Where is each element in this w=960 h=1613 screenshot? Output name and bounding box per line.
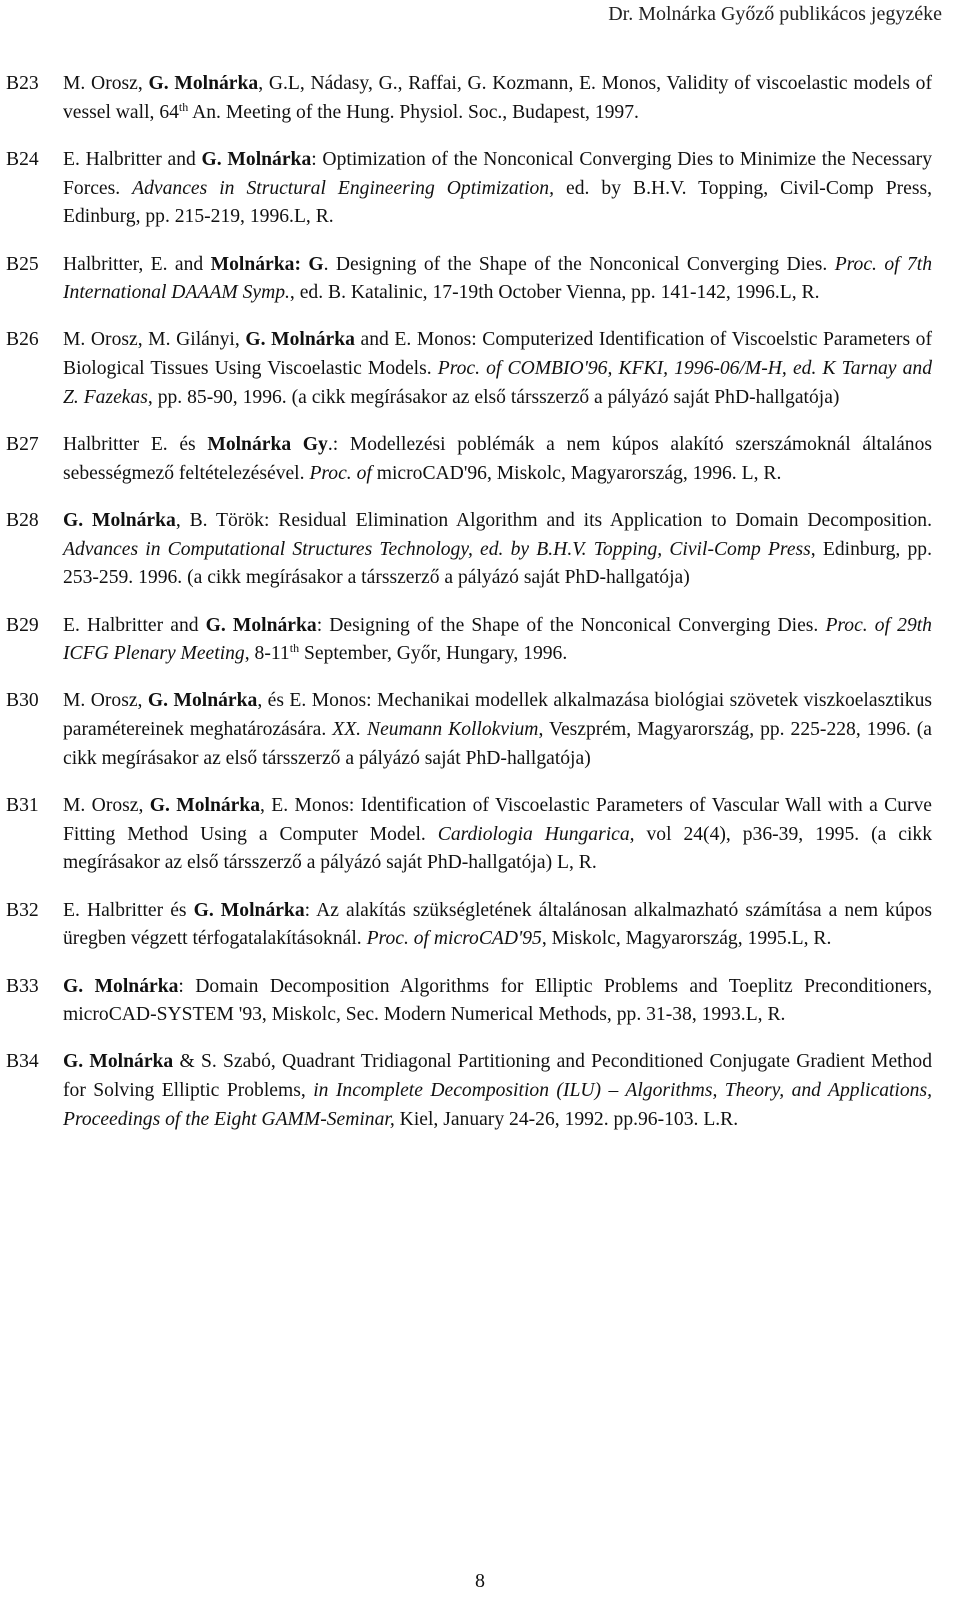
author-highlight: G. Molnárka: [193, 899, 305, 921]
citation-text: ed. by B.H.V. Topping, Civil-Comp Press, Edinburg, pp. 215-219, 1996.L, R.: [63, 177, 932, 228]
author-highlight: Molnárka Gy: [207, 434, 328, 456]
entry-citation: [63, 70, 932, 127]
author-highlight: G. Molnárka: [147, 690, 258, 712]
author-highlight: Molnárka: G: [210, 253, 324, 275]
venue-italic: XX. Neumann Kollokvium: [332, 719, 539, 741]
citation-text: E. Halbritter and: [63, 614, 206, 636]
entry-number: B34: [6, 1051, 39, 1073]
author-highlight: G. Molnárka: [201, 148, 312, 170]
venue-italic: Proc. of COMBIO'96, KFKI, 1996-06/M-H, ed. K Tarnay and Z. Fazekas: [63, 358, 933, 408]
page-number: 8: [475, 1570, 485, 1592]
page-header-title: Dr. Molnárka Győző publikácos jegyzéke: [608, 3, 942, 25]
citation-text: : Az alakítás szükségletének általánosan alkalmazható számítása a nem kúpos üregben végzett térfogatalakításoknál.: [63, 899, 932, 950]
citation-text: : Designing of the Shape of the Nonconical Converging Dies.: [316, 614, 826, 636]
citation-text: M. Orosz,: [63, 690, 148, 712]
publication-entry: [6, 326, 932, 412]
citation-text: : Optimization of the Nonconical Converging Dies to Minimize the Necessary Forces.: [63, 148, 932, 199]
entry-number: B29: [6, 614, 39, 636]
citation-text: , és E. Monos: Mechanikai modellek alkalmazása biológiai szövetek viszkoelasztikus paramétereinek meghatározására.: [63, 690, 933, 741]
citation-text: , Miskolc, Magyarország, 1995.L, R.: [541, 928, 832, 950]
citation-text: Kiel, January 24-26, 1992. pp.96-103. L.R.: [394, 1108, 739, 1130]
entry-citation: [63, 1048, 932, 1134]
citation-text: M. Orosz,: [63, 795, 150, 817]
entry-number: B32: [6, 899, 39, 921]
citation-text: Halbritter E. és: [63, 434, 208, 456]
publication-entry: [6, 146, 932, 232]
citation-text: vol 24(4), p36-39, 1995. (a cikk megírásakor az első társszerző a pályázó saját PhD-hallgatója) L, R.: [63, 823, 932, 874]
entry-citation: [63, 687, 932, 773]
publication-list: [6, 70, 932, 1153]
entry-citation: [63, 612, 932, 669]
venue-italic: Advances in Structural Engineering Optimization,: [132, 177, 555, 199]
publication-entry: [6, 612, 932, 669]
entry-citation: [63, 897, 932, 954]
entry-number: B26: [6, 329, 39, 351]
entry-citation: [63, 251, 932, 308]
citation-text: , Edinburg, pp. 253-259. 1996. (a cikk megírásakor a társszerző a pályázó saját PhD-hallgatója): [63, 538, 933, 589]
author-highlight: G. Molnárka: [245, 329, 355, 351]
entry-citation: [63, 146, 932, 232]
venue-italic: Proc. of 29th ICFG Plenary Meeting: [63, 614, 932, 665]
entry-citation: [63, 326, 932, 412]
publication-entry: [6, 251, 932, 308]
entry-number: B33: [6, 975, 39, 997]
citation-text: and E. Monos: Computerized Identification of Viscoelstic Parameters of Biological Tissues Using Viscoelastic Models.: [63, 329, 932, 380]
citation-text: M. Orosz,: [63, 73, 149, 94]
venue-italic: in Incomplete Decomposition (ILU) – Algorithms, Theory, and Applications, Proceedings of the Eight GAMM-Seminar,: [63, 1080, 932, 1130]
publication-entry: [6, 792, 932, 878]
venue-italic: Proc. of microCAD'95: [366, 928, 542, 950]
entry-number: B24: [6, 148, 39, 170]
citation-text: E. Halbritter és: [63, 899, 194, 921]
entry-number: B30: [6, 690, 39, 712]
publication-entry: [6, 687, 932, 773]
venue-italic: Proc. of: [309, 462, 372, 484]
author-highlight: G. Molnárka: [63, 975, 179, 997]
publication-entry: [6, 70, 932, 127]
citation-text: E. Halbritter and: [63, 148, 202, 170]
citation-text: An. Meeting of the Hung. Physiol. Soc., Budapest, 1997.: [188, 101, 639, 123]
citation-text: microCAD'96, Miskolc, Magyarország, 1996. L, R.: [371, 462, 782, 484]
author-highlight: G. Molnárka: [205, 614, 317, 636]
entry-number: B31: [6, 795, 39, 817]
venue-italic: Proc. of 7th International DAAAM Symp.: [63, 253, 933, 304]
citation-text: & S. Szabó, Quadrant Tridiagonal Partitioning and Peconditioned Conjugate Gradient Method for Solving Elliptic Problems,: [63, 1051, 933, 1102]
citation-text: , G.L, Nádasy, G., Raffai, G. Kozmann, E. Monos, Validity of viscoelastic models of vessel wall, 64: [63, 73, 933, 123]
publication-entry: [6, 973, 932, 1030]
entry-citation: [63, 507, 932, 593]
citation-text: M. Orosz, M. Gilányi,: [63, 329, 246, 351]
citation-text: , E. Monos: Identification of Viscoelastic Parameters of Vascular Wall with a Curve Fitting Method Using a Computer Model.: [63, 795, 933, 845]
entry-number: B27: [6, 434, 39, 456]
citation-text: , pp. 85-90, 1996. (a cikk megírásakor az első társszerző a pályázó saját PhD-hallgatója): [147, 386, 840, 408]
superscript: th: [178, 99, 189, 114]
publication-entry: [6, 897, 932, 954]
venue-italic: Advances in Computational Structures Technology, ed. by B.H.V. Topping, Civil-Comp Press: [63, 538, 811, 560]
entry-number: B23: [6, 73, 39, 94]
citation-text: , B. Török: Residual Elimination Algorithm and its Application to Domain Decomposition.: [175, 509, 932, 531]
citation-text: , Veszprém, Magyarország, pp. 225-228, 1996. (a cikk megírásakor az első társszerző a pályázó saját PhD-hallgatója): [63, 719, 932, 769]
venue-italic: Cardiologia Hungarica,: [437, 823, 635, 845]
author-highlight: G. Molnárka: [149, 795, 261, 817]
entry-citation: [63, 431, 932, 488]
entry-number: B28: [6, 509, 39, 531]
entry-citation: [63, 792, 932, 878]
entry-number: B25: [6, 253, 39, 275]
publication-entry: [6, 507, 932, 593]
author-highlight: G. Molnárka: [63, 1051, 174, 1073]
superscript: th: [289, 641, 300, 656]
citation-text: .: Modellezési poblémák a nem kúpos alakító szerszámoknál általános sebességmező feltételezésével.: [63, 434, 932, 484]
author-highlight: G. Molnárka: [63, 509, 176, 531]
citation-text: : Domain Decomposition Algorithms for Elliptic Problems and Toeplitz Preconditioners, microCAD-SYSTEM '93, Miskolc, Sec. Modern Numerical Methods, pp. 31-38, 1993.L, R.: [63, 975, 932, 1026]
citation-text: , 8-11: [244, 643, 290, 665]
publication-entry: [6, 1048, 932, 1134]
publication-entry: [6, 431, 932, 488]
author-highlight: G. Molnárka: [148, 73, 259, 94]
entry-citation: [63, 973, 932, 1030]
citation-text: September, Győr, Hungary, 1996.: [299, 643, 568, 665]
citation-text: . Designing of the Shape of the Nonconical Converging Dies.: [323, 253, 835, 275]
citation-text: Halbritter, E. and: [63, 253, 211, 275]
citation-text: , ed. B. Katalinic, 17-19th October Vienna, pp. 141-142, 1996.L, R.: [289, 282, 820, 304]
